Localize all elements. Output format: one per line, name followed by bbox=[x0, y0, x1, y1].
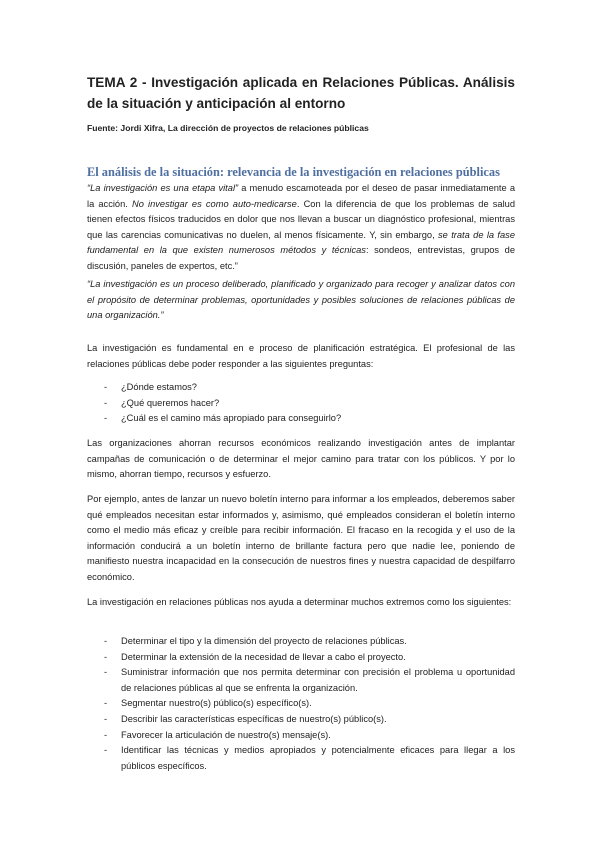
quote-fase-fundamental: se trata de la fase fundamental en la que existen numerosos métodos y técnicas bbox=[87, 229, 516, 256]
savings-paragraph: Las organizaciones ahorran recursos económicos realizando investigación antes de implantar campañas de comunicación o de determinar el mejor camino para tratar con los públicos. Y por lo mismo, ahorran tiempo, recursos y esfuerzo. bbox=[87, 438, 515, 480]
section-heading: El análisis de la situación: relevancia de la investigación en relaciones públicas bbox=[87, 165, 500, 179]
list-item: - Describir las características específicas de nuestro(s) público(s). bbox=[87, 712, 515, 728]
intro-text-3: : sondeos, entrevistas, grupos de discusión, paneles de expertos, etc.” bbox=[87, 245, 516, 271]
source-citation: Fuente: Jordi Xifra, La dirección de proyectos de relaciones públicas bbox=[87, 123, 369, 133]
quote-vital: “La investigación es una etapa vital” bbox=[87, 183, 239, 193]
list-item: - ¿Cuál es el camino más apropiado para conseguirlo? bbox=[87, 411, 515, 427]
list-item: - ¿Dónde estamos? bbox=[87, 380, 515, 396]
list-item: - Suministrar información que nos permita determinar con precisión el problema u oportunidad de relaciones públicas al que se enfrenta la organización. bbox=[87, 665, 515, 696]
quote-automedicarse: No investigar es como auto-medicarse bbox=[131, 198, 297, 209]
planning-paragraph: La investigación es fundamental en e proceso de planificación estratégica. El profesional de las relaciones públicas debe poder responder a las siguientes preguntas: bbox=[87, 343, 515, 369]
uses-intro-paragraph: La investigación en relaciones públicas nos ayuda a determinar muchos extremos como los siguientes: bbox=[87, 597, 512, 607]
intro-paragraph bbox=[87, 181, 515, 275]
list-item: - Identificar las técnicas y medios apropiados y potencialmente eficaces para llegar a los públicos específicos. bbox=[87, 743, 515, 774]
example-paragraph: Por ejemplo, antes de lanzar un nuevo boletín interno para informar a los empleados, deberemos saber qué empleados necesitan estar informados y, asimismo, qué empleados consideran el boletín interno como el medio más eficaz y creíble para recibir información. El fracaso en la recogida y el uso de la información conducirá a un boletín interno de brillante factura pero que nadie lee, poniendo de manifiesto nuestra incapacidad en la consecución de nuestros fines y nuestra capacidad de despilfarro económico. bbox=[87, 494, 515, 582]
list-item: - ¿Qué queremos hacer? bbox=[87, 396, 515, 412]
list-item: - Determinar la extensión de la necesidad de llevar a cabo el proyecto. bbox=[87, 650, 515, 666]
intro-text-1: a menudo escamoteada por el deseo de pasar inmediatamente a la acción. bbox=[87, 183, 515, 209]
document-title: TEMA 2 - Investigación aplicada en Relaciones Públicas. Análisis de la situación y anticipación al entorno bbox=[87, 75, 515, 111]
list-item: - Favorecer la articulación de nuestro(s) mensaje(s). bbox=[87, 728, 515, 744]
questions-list bbox=[87, 380, 515, 427]
uses-list bbox=[87, 634, 515, 774]
list-item: - Segmentar nuestro(s) público(s) específico(s). bbox=[87, 696, 515, 712]
definition-quote: “La investigación es un proceso deliberado, planificado y organizado para recoger y analizar datos con el propósito de determinar problemas, oportunidades y posibles soluciones de relaciones públicas de una organización.” bbox=[87, 279, 515, 321]
list-item: - Determinar el tipo y la dimensión del proyecto de relaciones públicas. bbox=[87, 634, 515, 650]
intro-text-2: . Con la diferencia de que los problemas de salud tienen efectos físicos traducidos en dolor que nos llevan a buscar un diagnóstico profesional, mientras que las carencias comunicativas no duelen, al menos físicamente. Y, sin embargo, bbox=[87, 198, 515, 240]
